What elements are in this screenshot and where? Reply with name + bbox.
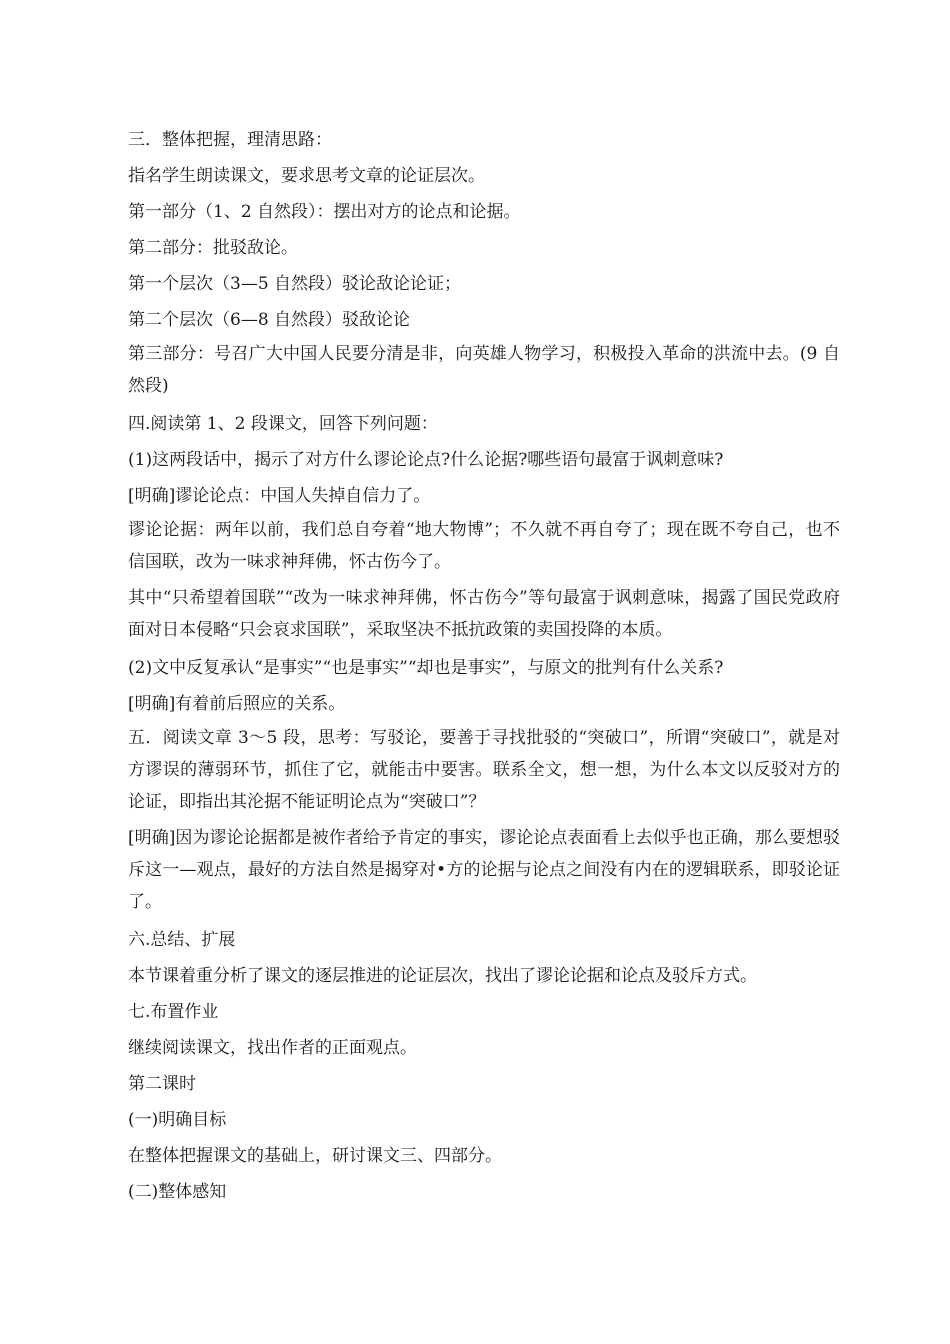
paragraph: 其中“只希望着国联”“改为一味求神拜佛，怀古伤今”等句最富于讽刺意味，揭露了国民党政府面对日本侵略“只会哀求国联”，采取坚决不抵抗政策的卖国投降的本质。 [128, 588, 840, 640]
paragraph: 第二部分：批驳敌论。 [128, 238, 298, 258]
section-heading-5: 五．阅读文章 3～5 段，思考：写驳论，要善于寻找批驳的“突破口”，所谓“突破口”，就是对方谬误的薄弱环节，抓住了它，就能击中要害。联系全文，想一想，为什么本文以反驳对方的论证，即指出其沦据不能证明论点为“突破口”？ [128, 728, 840, 812]
paragraph: 第二个层次（6—8 自然段）驳敌论论 [128, 310, 411, 330]
subheading: (二)整体感知 [128, 1182, 227, 1202]
paragraph: 谬论论据：两年以前，我们总自夸着“地大物博”；不久就不再自夸了；现在既不夸自己，也不信国联，改为一味求神拜佛，怀古伤今了。 [128, 520, 840, 572]
question: (1)这两段话中，揭示了对方什么谬论论点?什么论据?哪些语句最富于讽刺意味? [128, 450, 724, 470]
paragraph: 第一个层次（3—5 自然段）驳论敌论论证； [128, 274, 462, 294]
lesson-heading: 第二课时 [128, 1074, 196, 1094]
document-body [128, 122, 840, 1210]
section-heading-7: 七.布置作业 [128, 1002, 219, 1022]
subheading: (一)明确目标 [128, 1110, 227, 1130]
section-heading-3: 三．整体把握，理清思路： [128, 130, 332, 150]
section-heading-6: 六.总结、扩展 [128, 930, 236, 950]
paragraph: 在整体把握课文的基础上，研讨课文三、四部分。 [128, 1146, 502, 1166]
question: (2)文中反复承认“是事实”“也是事实”“却也是事实”，与原文的批判有什么关系? [128, 658, 724, 678]
paragraph: 本节课着重分析了课文的逐层推进的论证层次，找出了谬论论据和论点及驳斥方式。 [128, 966, 757, 986]
answer: [明确]谬论论点：中国人失掉自信力了。 [128, 486, 431, 506]
paragraph: 第一部分（1、2 自然段）：摆出对方的论点和论据。 [128, 202, 521, 222]
paragraph: 继续阅读课文，找出作者的正面观点。 [128, 1038, 417, 1058]
answer: [明确]因为谬论论据都是被作者给予肯定的事实，谬论论点表面看上去似乎也正确，那么要想驳斥这一—观点，最好的方法自然是揭穿对•方的论据与论点之间没有内在的逻辑联系，即驳论证了。 [128, 828, 840, 912]
answer: [明确]有着前后照应的关系。 [128, 694, 346, 714]
paragraph: 第三部分：号召广大中国人民要分清是非，向英雄人物学习，积极投入革命的洪流中去。(9 自然段) [128, 344, 840, 396]
paragraph: 指名学生朗读课文，要求思考文章的论证层次。 [128, 166, 485, 186]
section-heading-4: 四.阅读第 1、2 段课文，回答下列问题： [128, 414, 438, 434]
